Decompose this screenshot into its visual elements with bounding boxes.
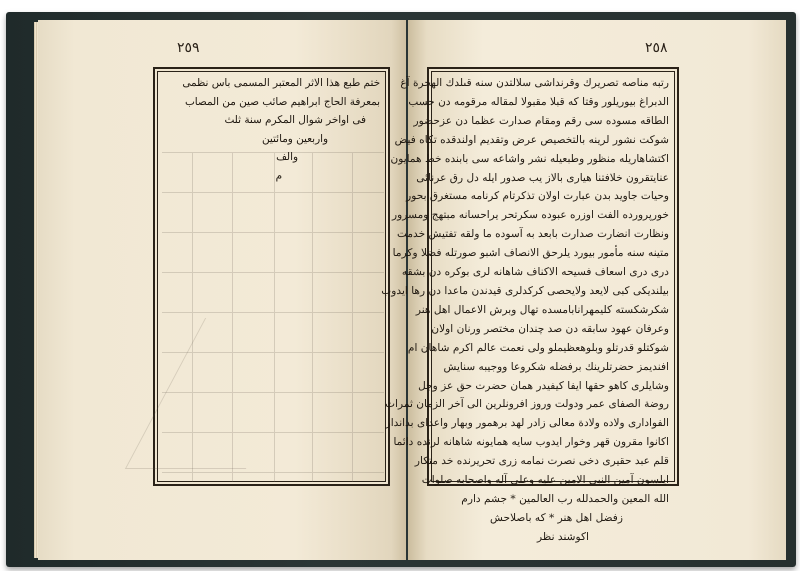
colophon-text — [162, 74, 380, 185]
text-line: افنديمز حضرتلرينك برفضله شكروعا ووجيبه سنايش — [443, 360, 669, 373]
text-line: اكوشند نظر — [537, 530, 589, 543]
colophon-line: بمعرفة الحاج ابراهيم صائب صين من المصاب — [184, 95, 380, 108]
text-line: زفضل اهل هنر * كه باصلاحش — [490, 511, 623, 524]
text-line: روضة الصفاى عمر ودولت وروز افرونلرين الى آخر الزمان ثمرات — [385, 398, 669, 411]
text-line: متينه سنه مأمور بيورد يلرحق الانصاف اشبو صورتله فضلا وكرما — [392, 247, 669, 260]
text-line: شكرشكسته كليمهرانابامسده تهال وبرش الاعمال اهل هنر — [415, 303, 669, 316]
colophon-line: واربعين ومائتين — [262, 132, 328, 145]
text-line: وحيات جاويد بدن عبارت اولان تذكرتام كرنامه مستغرق بحور — [406, 190, 669, 203]
text-line: خورپرورده الفت اوزره عبوده سكرتحر يراحسانه مبتهج ومسرور — [392, 209, 669, 222]
text-line: الطاقه مسوده سى رقم ومقام صدارت عظما دن عزحضور — [413, 114, 669, 127]
text-line: شوكت نشور لرينه بالتخصيص عرض وتقديم اولندقده تكاه فيض — [394, 133, 669, 146]
text-line: رتبه مناصه تصريرك وقرنداشى سلالتدن سنه قىلدك الهجرة آغ — [400, 77, 669, 89]
text-line: وشايلرى كاهو حقها ايفا كيفيدر همان حضرت حق عز وجل — [418, 379, 669, 392]
text-line: الدبراغ بيوريلور وقتا كه قبلا مقبولا لمقاله مرقومه دن حسب — [408, 95, 669, 108]
text-line: اكتشاهاريله منظور وطبعيله نشر واشاعه سى بابنده خط همايون — [390, 152, 669, 165]
text-line: ونظارت انضارت صدارت بابعد به آسوده ما ولقه تفتيش خدمت — [396, 228, 669, 241]
left-page-number: ٢٥٩ — [177, 40, 200, 56]
text-line: قلم عبد حقيرى دخى نصرت نمامه زرى تحريرنده خد متكار — [414, 455, 669, 468]
text-line: اكانوا مقرون قهر وخوار ايدوب سايه همايونه شاهانه لرنده دائما — [393, 436, 669, 449]
colophon-line: م — [275, 169, 282, 182]
colophon-line: ختم طبع هذا الاثر المعتبر المسمى باس نظمى — [182, 77, 380, 89]
text-line: بيلنديكى كبى لايعد ولايحصى كركدلرى قيدندن ماعدا دن رها ايدوب — [381, 284, 669, 297]
text-line: درى درى اسعاف فسيحه الاكناف شاهانه لرى بوكره دن بشقه — [401, 266, 669, 279]
text-line: الفوادارى ولاده ولادة معالى زادر لهد برهمور وبهار واعداى بداندار — [385, 417, 669, 430]
text-line: الله المعين والحمدلله رب العالمين * جشم دارم — [461, 492, 669, 505]
text-line: ايلسون آمين النبى الامين عليه وعلى آله واصحابه صلوات — [421, 474, 669, 487]
main-text — [381, 74, 669, 547]
colophon-line: والف — [276, 151, 298, 163]
right-page-number: ٢٥٨ — [645, 40, 668, 56]
text-line: عنايتقرون خلافتنا هيارى بالاز يب صدور ايله دل رق عرنائى — [416, 171, 669, 184]
text-line: شوكتلو قدرتلو وبلوهعظيملو ولى نعمت عالم اكرم شاهان ام — [407, 341, 669, 354]
text-line: وعرفان عهود سابقه دن صد چندان مختصر ورنان اولان — [431, 322, 669, 335]
colophon-line: فى اواخر شوال المكرم سنة ثلث — [224, 114, 366, 126]
